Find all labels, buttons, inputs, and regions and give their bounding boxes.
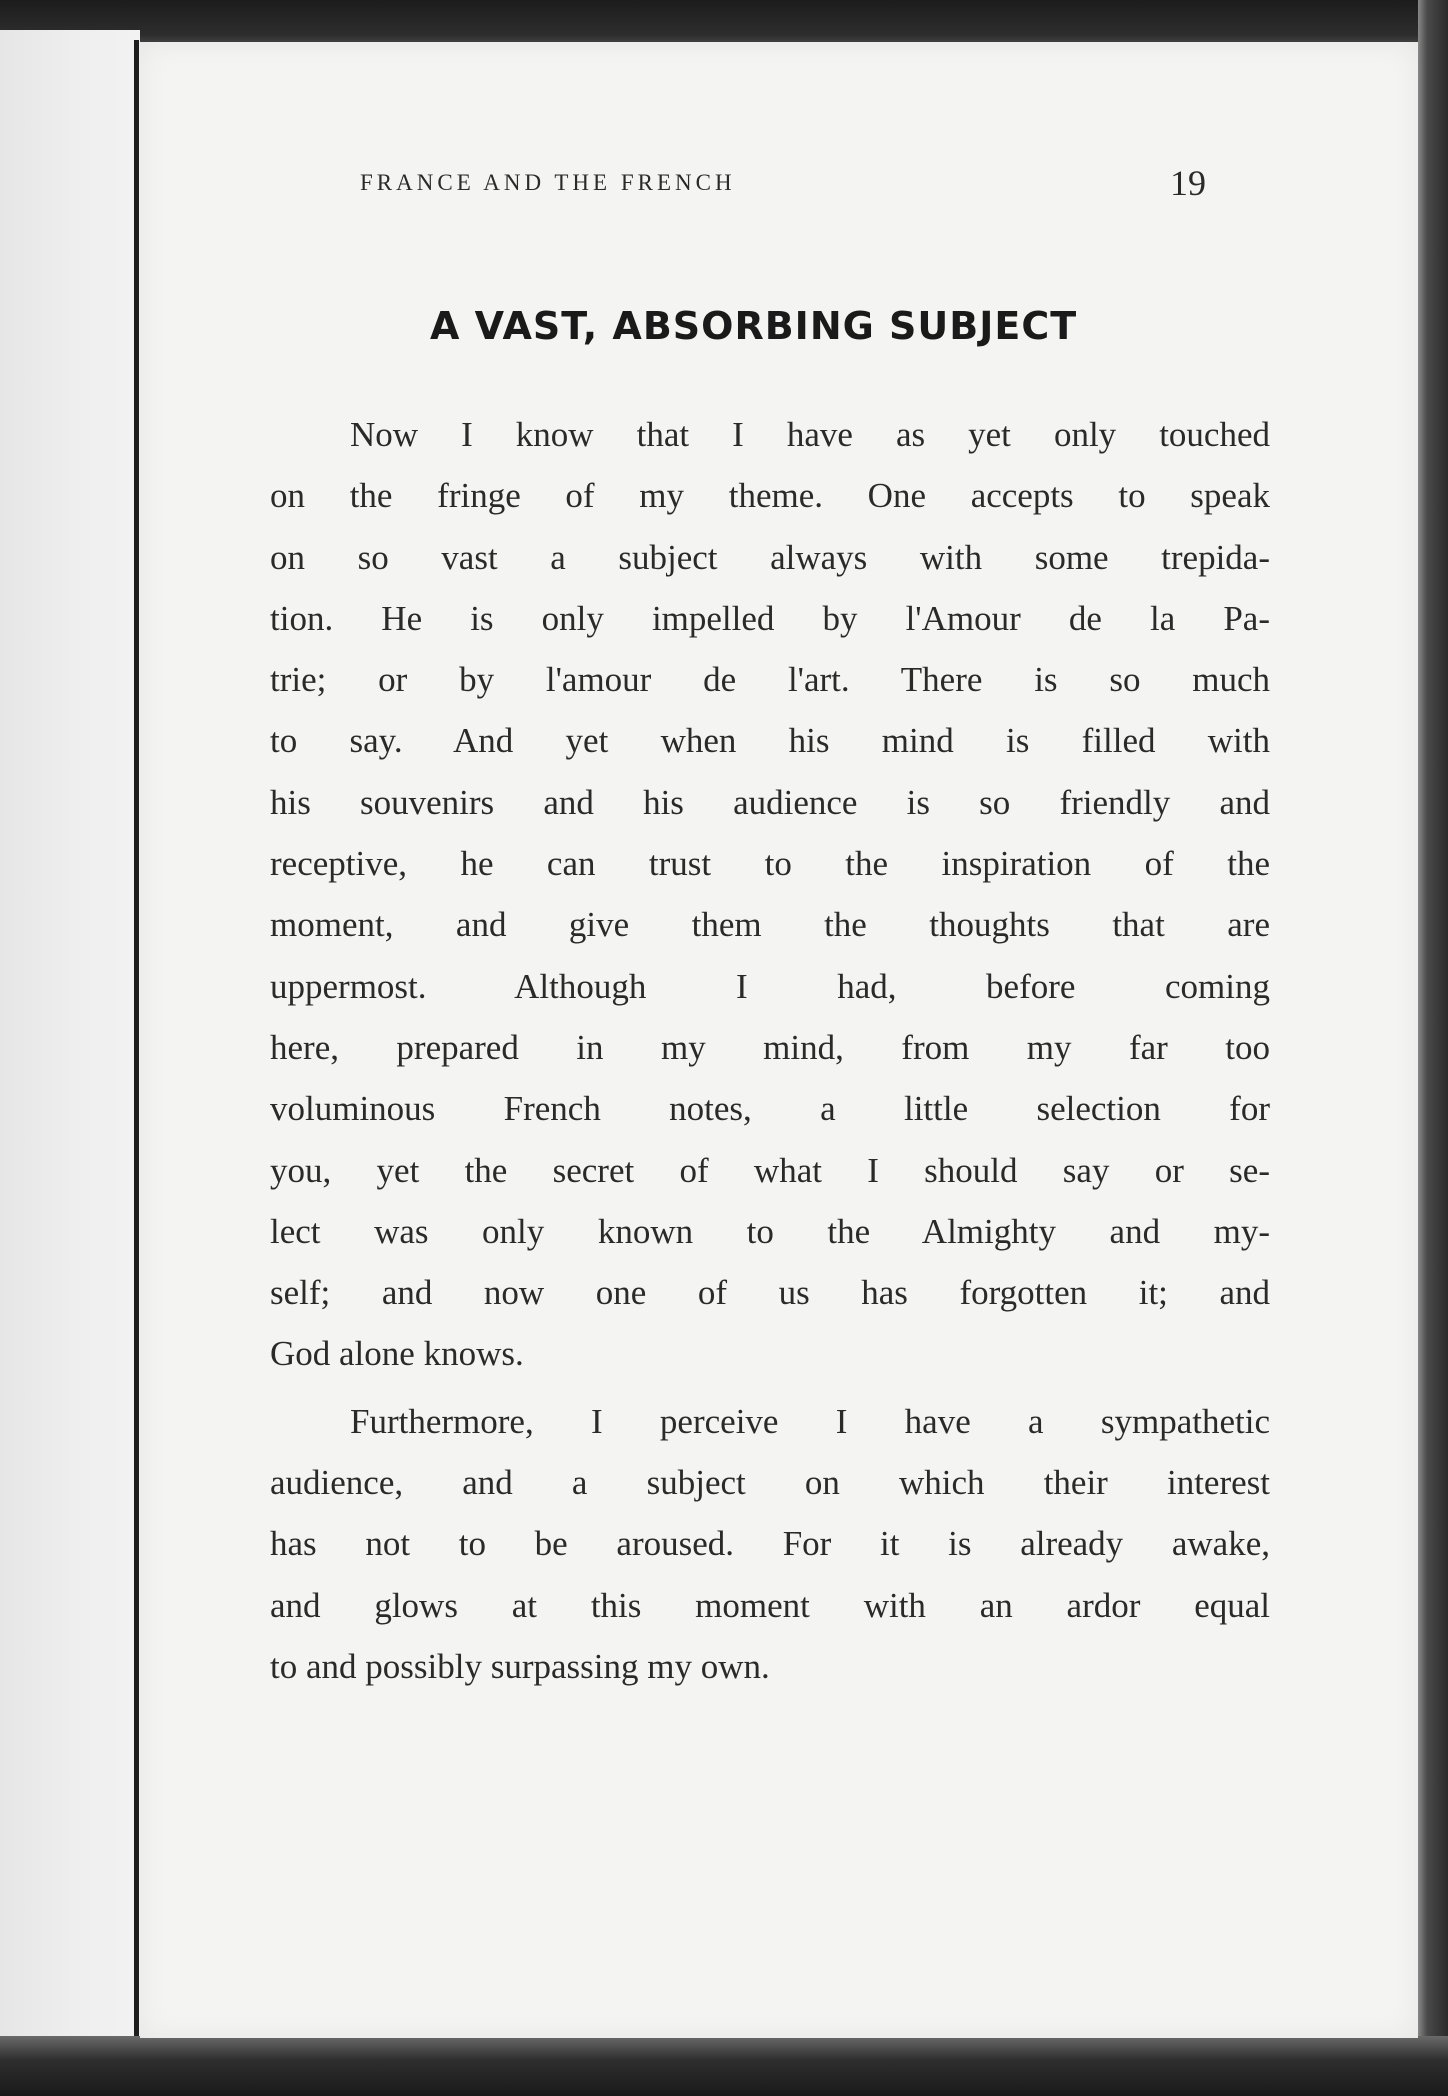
book-gutter bbox=[134, 40, 139, 2050]
text-line: on the fringe of my theme. One accepts to speak bbox=[270, 476, 1270, 516]
text-line: lect was only known to the Almighty and my- bbox=[270, 1211, 1270, 1251]
text-line: and glows at this moment with an ardor equal bbox=[270, 1585, 1270, 1625]
book-page bbox=[140, 42, 1418, 2038]
paragraph-1 bbox=[270, 404, 1270, 1385]
scan-bottom-border bbox=[0, 2036, 1448, 2096]
text-line: has not to be aroused. For it is already awake, bbox=[270, 1524, 1270, 1564]
text-line: to and possibly surpassing my own. bbox=[270, 1646, 770, 1686]
text-line: his souvenirs and his audience is so friendly and bbox=[270, 782, 1270, 822]
paragraph-2 bbox=[270, 1391, 1270, 1697]
text-line: to say. And yet when his mind is filled with bbox=[270, 721, 1270, 761]
text-line: Furthermore, I perceive I have a sympathetic bbox=[350, 1401, 1270, 1441]
text-line: audience, and a subject on which their interest bbox=[270, 1463, 1270, 1503]
body-text bbox=[270, 404, 1270, 1697]
text-line: Now I know that I have as yet only touched bbox=[350, 415, 1270, 454]
section-heading: A VAST, ABSORBING SUBJECT bbox=[430, 304, 1078, 348]
text-line: here, prepared in my mind, from my far too bbox=[270, 1027, 1270, 1067]
text-line: moment, and give them the thoughts that are bbox=[270, 905, 1270, 945]
scan-right-border bbox=[1418, 0, 1448, 2096]
text-line: tion. He is only impelled by l'Amour de la Pa- bbox=[270, 598, 1270, 638]
text-line: receptive, he can trust to the inspiration of the bbox=[270, 844, 1270, 884]
text-line: on so vast a subject always with some trepida- bbox=[270, 537, 1270, 577]
page-number: 19 bbox=[1170, 163, 1206, 203]
text-line: God alone knows. bbox=[270, 1334, 524, 1374]
running-head bbox=[360, 130, 1240, 203]
text-line: self; and now one of us has forgotten it; and bbox=[270, 1273, 1270, 1313]
text-line: voluminous French notes, a little selection for bbox=[270, 1089, 1270, 1129]
text-line: uppermost. Although I had, before coming bbox=[270, 966, 1270, 1006]
running-title: FRANCE AND THE FRENCH bbox=[360, 170, 736, 195]
facing-page-edge bbox=[0, 30, 140, 2050]
text-line: you, yet the secret of what I should say or se- bbox=[270, 1150, 1270, 1190]
text-line: trie; or by l'amour de l'art. There is so much bbox=[270, 660, 1270, 700]
